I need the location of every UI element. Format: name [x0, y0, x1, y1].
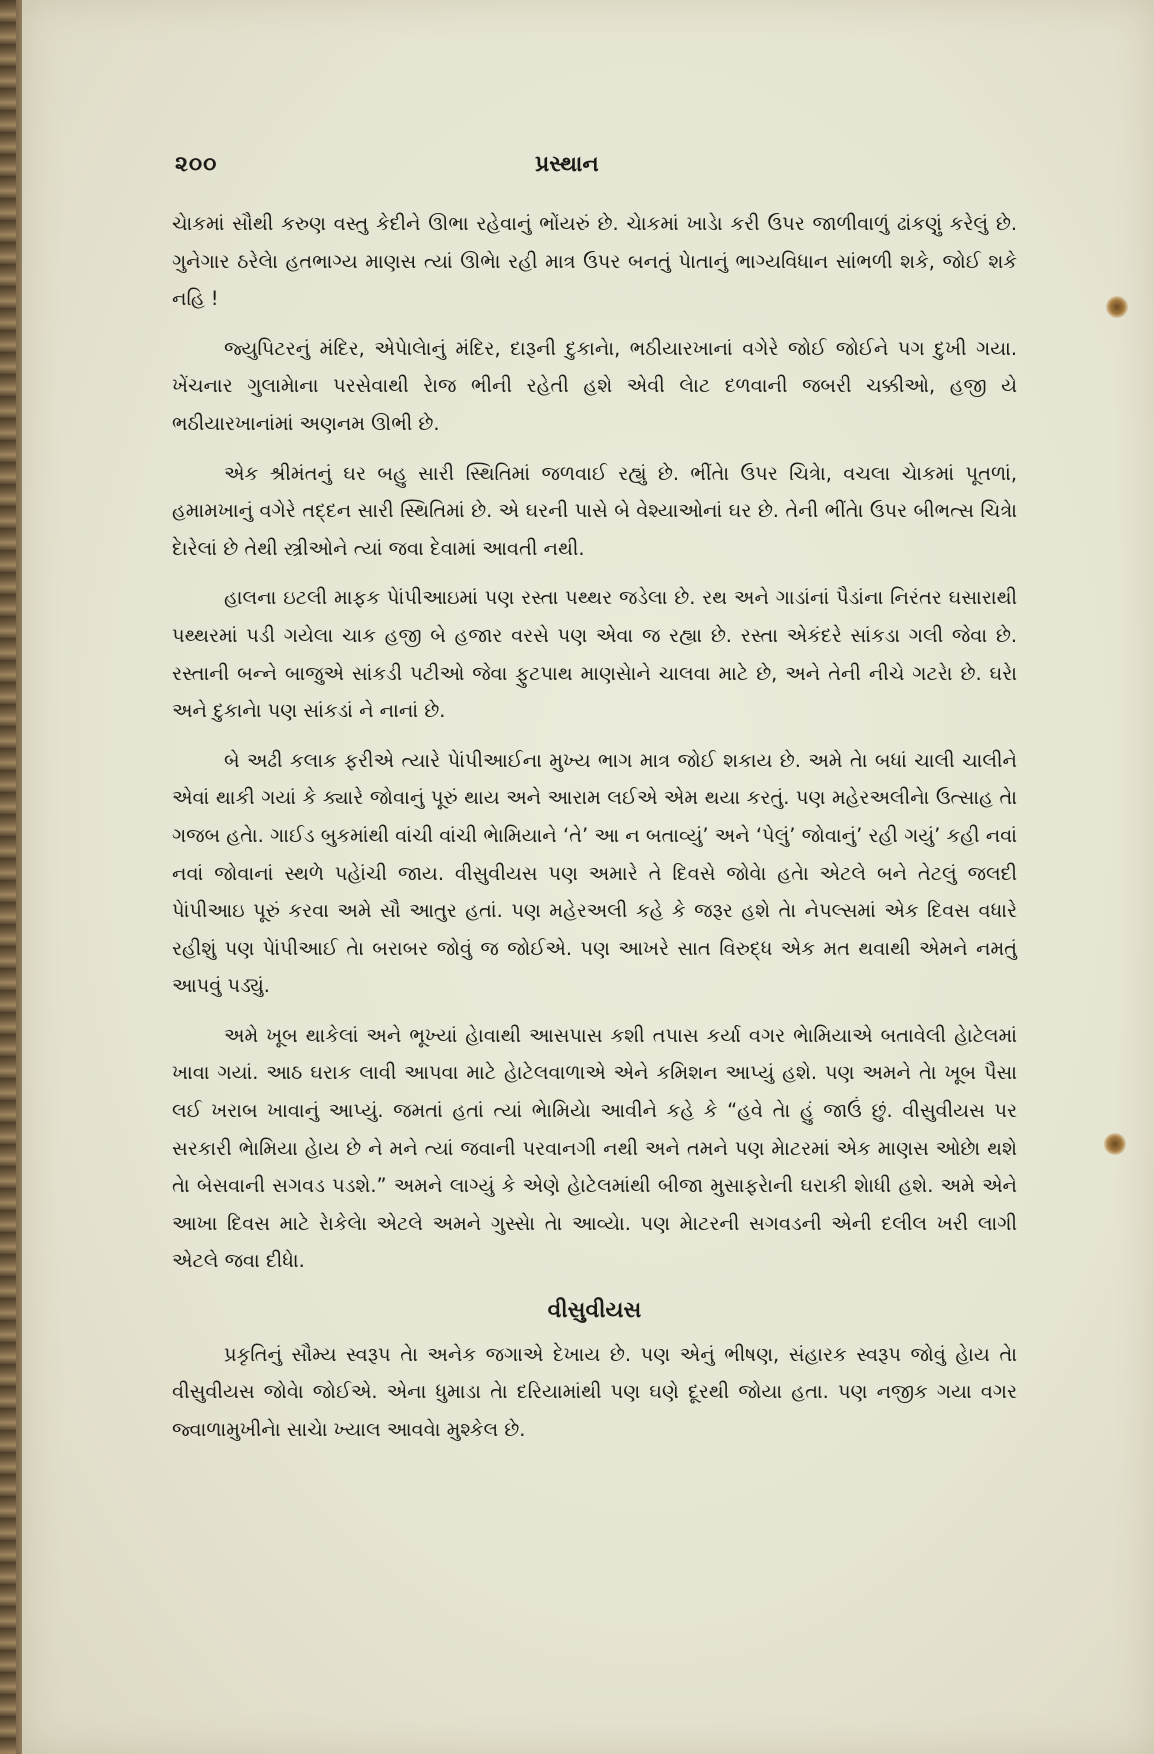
page-header: [175, 152, 955, 186]
section-heading: વીસુવીયસ: [547, 1298, 642, 1324]
running-title: પ્રસ્થાન: [535, 152, 599, 177]
page-number: ૨૦૦: [175, 152, 218, 177]
paragraph: ચેાકમાં સૌથી કરુણ વસ્તુ કેદીને ઊભા રહેવાનું ભોંયરું છે. ચેાકમાં ખાડેા કરી ઉપર જાળીવાળું ઢાંકણું કરેલું છે. ગુનેગાર ઠરેલેા હતભાગ્ય માણસ ત્યાં ઊભેા રહી માત્ર ઉપર બનતું પેાતાનું ભાગ્યવિધાન સાંભળી શકે, જોઈ શકે નહિ !: [172, 212, 1017, 311]
book-binding-edge: [0, 0, 16, 1754]
paragraph: અમે ખૂબ થાકેલાં અને ભૂખ્યાં હેાવાથી આસપાસ કશી તપાસ કર્યા વગર ભેામિયાએ બતાવેલી હેાટેલમાં ખાવા ગયાં. આઠ ઘરાક લાવી આપવા માટે હેાટેલવાળાએ એને કમિશન આપ્યું હશે. પણ અમને તેા ખૂબ પૈસા લઈ ખરાબ ખાવાનું આપ્યું. જમતાં હતાં ત્યાં ભેામિયેા આવીને કહે કે “હવે તેા હું જાઉં છું. વીસુવીયસ પર સરકારી ભેામિયા હેાય છે ને મને ત્યાં જવાની પરવાનગી નથી અને તમને પણ મેાટરમાં એક માણસ ઓછેા થશે તેા બેસવાની સગવડ પડશે.” અમને લાગ્યું કે એણે હેાટેલમાંથી બીજા મુસાફરેાની ઘરાકી શેાધી હશે. અમે એને આખા દિવસ માટે રેાકેલેા એટલે અમને ગુસ્સેા તેા આવ્યેા. પણ મેાટરની સગવડની એની દલીલ ખરી લાગી એટલે જવા દીધેા.: [172, 1023, 1017, 1273]
punch-hole-mark: [1106, 296, 1128, 318]
punch-hole-mark: [1104, 1133, 1126, 1155]
paragraph: પ્રકૃતિનું સૌમ્ય સ્વરૂપ તેા અનેક જગાએ દેખાય છે. પણ એનું ભીષણ, સંહારક સ્વરૂપ જોવું હેાય તેા વીસુવીયસ જોવેા જોઈએ. એના ધુમાડા તેા દરિયામાંથી પણ ઘણે દૂરથી જોયા હતા. પણ નજીક ગયા વગર જ્વાળામુખીનેા સાચેા ખ્યાલ આવવેા મુશ્કેલ છે.: [172, 1342, 1017, 1441]
body-text: [172, 205, 1017, 1460]
paragraph: એક શ્રીમંતનું ઘર બહુ સારી સ્થિતિમાં જળવાઈ રહ્યું છે. ભીંતેા ઉપર ચિત્રેા, વચલા ચેાકમાં પૂતળાં, હમામખાનું વગેરે તદ્દન સારી સ્થિતિમાં છે. એ ઘરની પાસે બે વેશ્યાઓનાં ઘર છે. તેની ભીંતેા ઉપર બીભત્સ ચિત્રેા દેારેલાં છે તેથી સ્ત્રીઓને ત્યાં જવા દેવામાં આવતી નથી.: [172, 461, 1017, 560]
paragraph: હાલના ઇટલી માફક પેાંપીઆઇમાં પણ રસ્તા પથ્થર જડેલા છે. રથ અને ગાડાંનાં પૈડાંના નિરંતર ઘસારાથી પથ્થરમાં પડી ગયેલા ચાક હજી બે હજાર વરસે પણ એવા જ રહ્યા છે. રસ્તા એકંદરે સાંકડા ગલી જેવા છે. રસ્તાની બન્ને બાજુએ સાંકડી પટીઓ જેવા ફુટપાથ માણસેાને ચાલવા માટે છે, અને તેની નીચે ગટરેા છે. ઘરેા અને દુકાનેા પણ સાંકડાં ને નાનાં છે.: [172, 586, 1017, 723]
paragraph: બે અઢી કલાક ફરીએ ત્યારે પેાંપીઆઈના મુખ્ય ભાગ માત્ર જોઈ શકાય છે. અમે તેા બધાં ચાલી ચાલીને એવાં થાકી ગયાં કે ક્યારે જોવાનું પૂરું થાય અને આરામ લઈએ એમ થયા કરતું. પણ મહેરઅલીનેા ઉત્સાહ તેા ગજબ હતેા. ગાઈડ બુકમાંથી વાંચી વાંચી ભેામિયાને ‘તે’ આ ન બતાવ્યું’ અને ‘પેલું’ જોવાનું’ રહી ગયું’ કહી નવાં નવાં જોવાનાં સ્થળે પહેાંચી જાય. વીસુવીયસ પણ અમારે તે દિવસે જોવેા હતેા એટલે બને તેટલું જલદી પેાંપીઆઇ પૂરું કરવા અમે સૌ આતુર હતાં. પણ મહેરઅલી કહે કે જરૂર હશે તેા નેપલ્સમાં એક દિવસ વધારે રહીશું પણ પેાંપીઆઈ તેા બરાબર જોવું જ જોઈએ. પણ આખરે સાત વિરુદ્ધ એક મત થવાથી એમને નમતું આપવું પડ્યું.: [172, 748, 1017, 998]
paragraph: જ્યુપિટરનું મંદિર, એપેાલેાનું મંદિર, દારૂની દુકાનેા, ભઠીયારખાનાં વગેરે જોઈ જોઈને પગ દુખી ગયા. ખેંચનાર ગુલામેાના પરસેવાથી રેાજ ભીની રહેતી હશે એવી લેાટ દળવાની જબરી ચક્કીઓ, હજી યે ભઠીયારખાનાંમાં અણનમ ઊભી છે.: [172, 336, 1017, 435]
